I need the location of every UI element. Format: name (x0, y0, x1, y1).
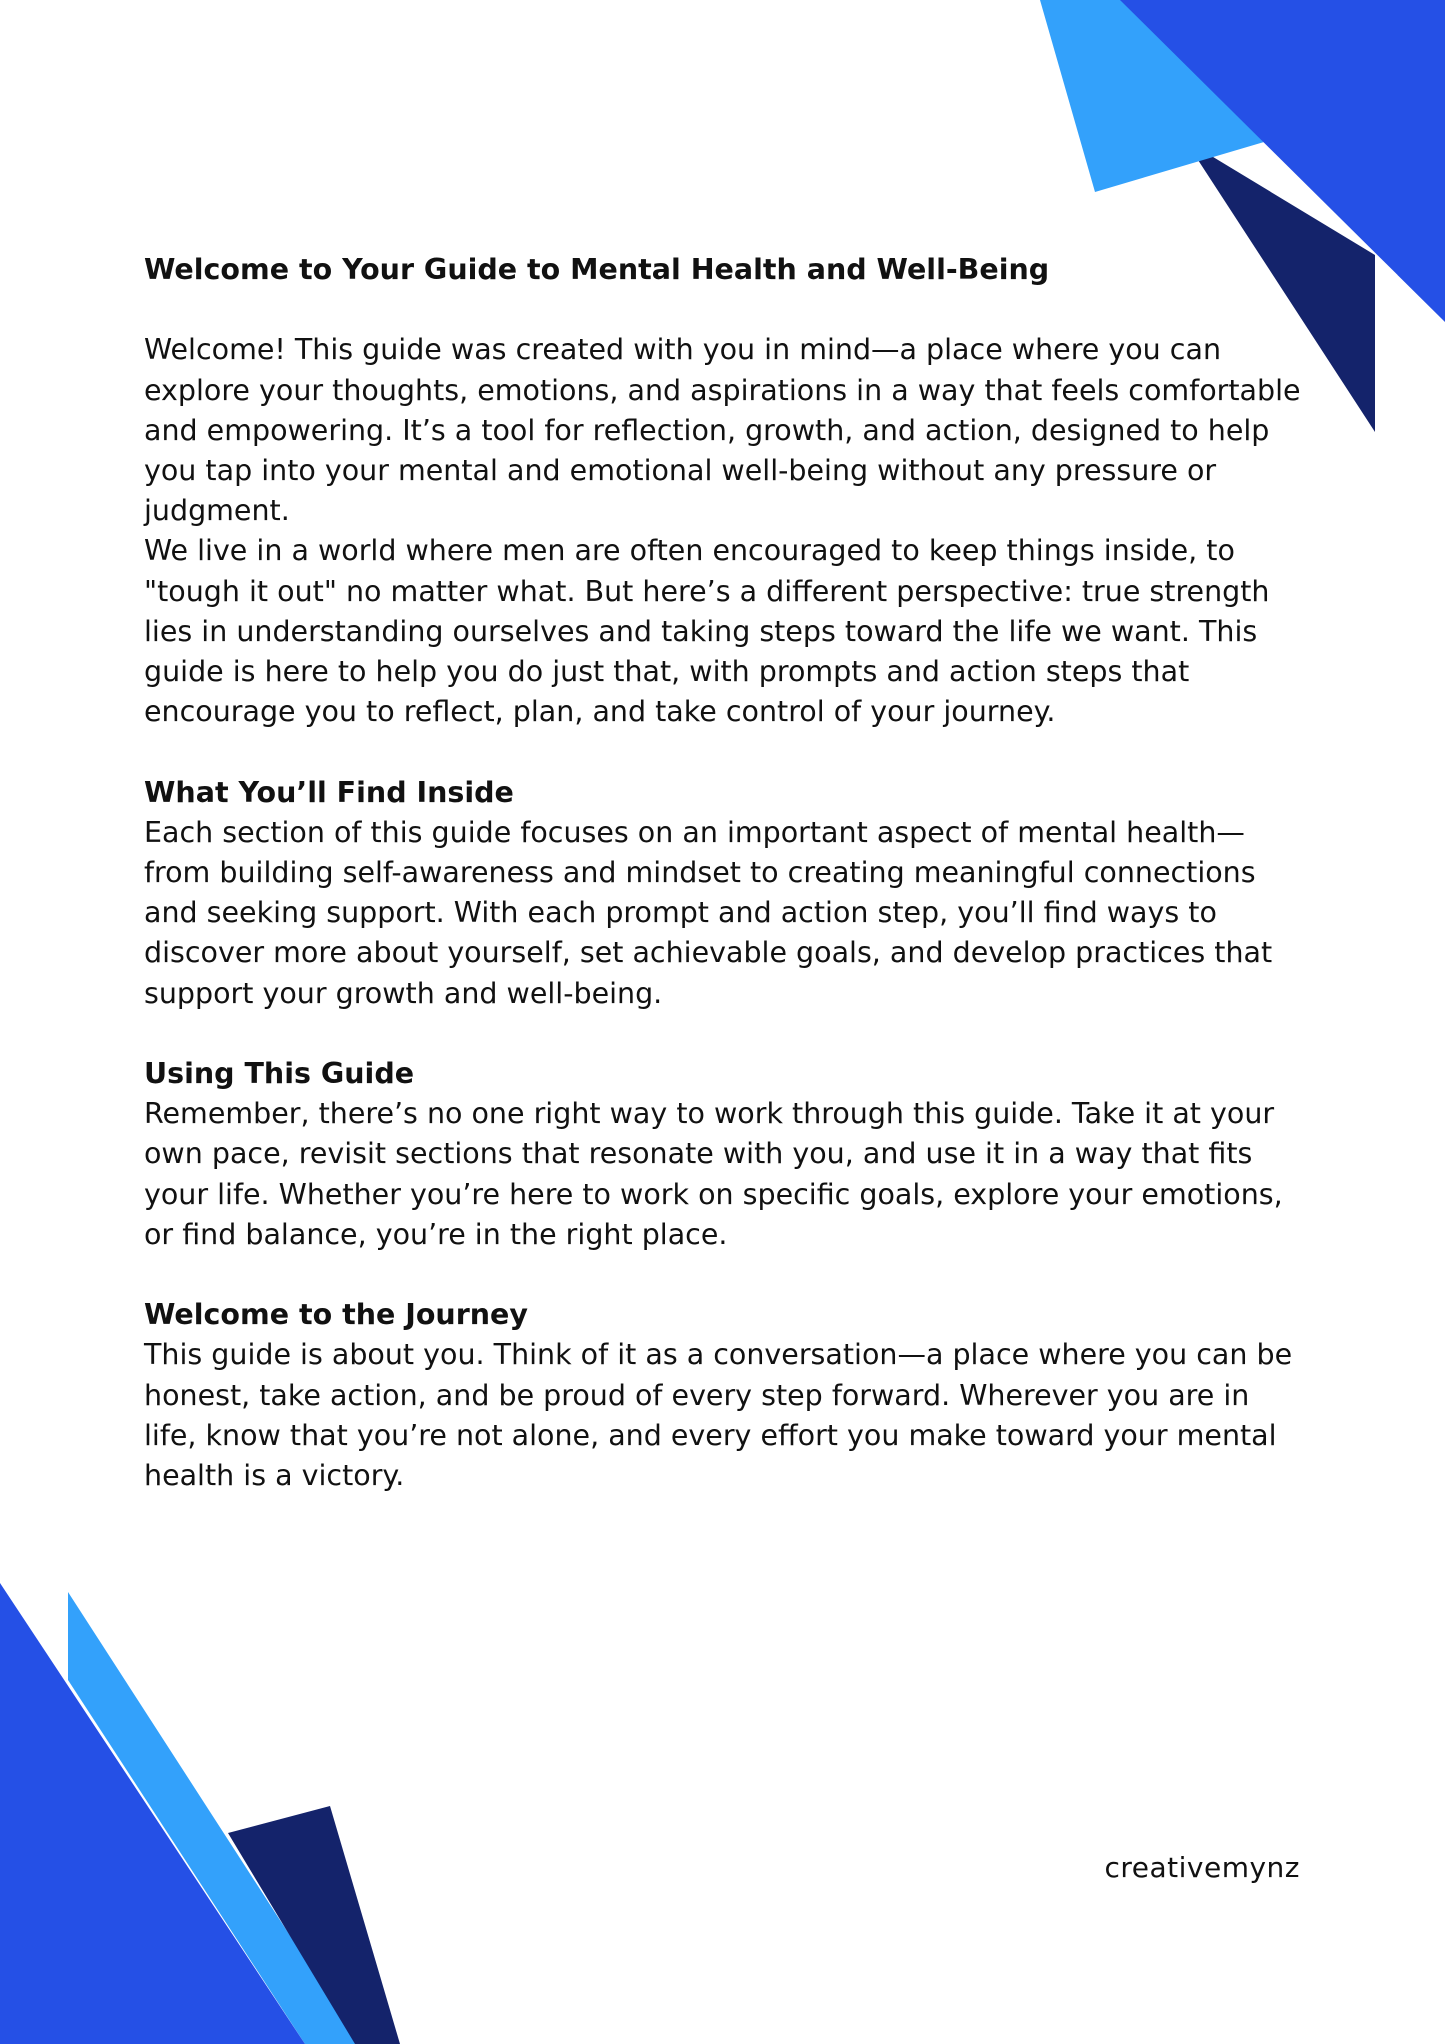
section-heading-using: Using This Guide (144, 1057, 415, 1091)
bottom-left-royal-triangle (0, 1583, 305, 2044)
section-body-inside: Each section of this guide focuses on an important aspect of mental health—from building self-awareness and mindset to creating meaningful connections and seeking support. With each prompt and action step, you’ll find ways to discover more about yourself, set achievable goals, and develop practices that support your growth and well-being. (144, 815, 1273, 1010)
page-title: Welcome to Your Guide to Mental Health and Well-Being (144, 253, 1050, 286)
section-heading-inside: What You’ll Find Inside (144, 775, 514, 809)
guide-content (144, 250, 1304, 1496)
brand-name: creativemynz (1104, 1851, 1300, 1884)
section-body-journey: This guide is about you. Think of it as a conversation—a place where you can be honest, take action, and be proud of every step forward. Wherever you are in life, know that you’re not alone, and every effort you make toward your mental health is a victory. (144, 1338, 1293, 1493)
section-heading-journey: Welcome to the Journey (144, 1298, 528, 1332)
section-body-using: Remember, there’s no one right way to work through this guide. Take it at your own pace, revisit sections that resonate with you, and use it in a way that fits your life. Whether you’re here to work on specific goals, explore your emotions, or find balance, you’re in the right place. (144, 1097, 1283, 1251)
intro-paragraph-2: We live in a world where men are often encouraged to keep things inside, to "tough it out" no matter what. But here’s a different perspective: true strength lies in understanding ourselves and taking steps toward the life we want. This guide is here to help you do just that, with prompts and action steps that encourage you to reflect, plan, and take control of your journey. (144, 534, 1270, 729)
intro-paragraph-1: Welcome! This guide was created with you in mind—a place where you can explore your thoughts, emotions, and aspirations in a way that feels comfortable and empowering. It’s a tool for reflection, growth, and action, designed to help you tap into your mental and emotional well-being without any pressure or judgment. (144, 333, 1301, 528)
